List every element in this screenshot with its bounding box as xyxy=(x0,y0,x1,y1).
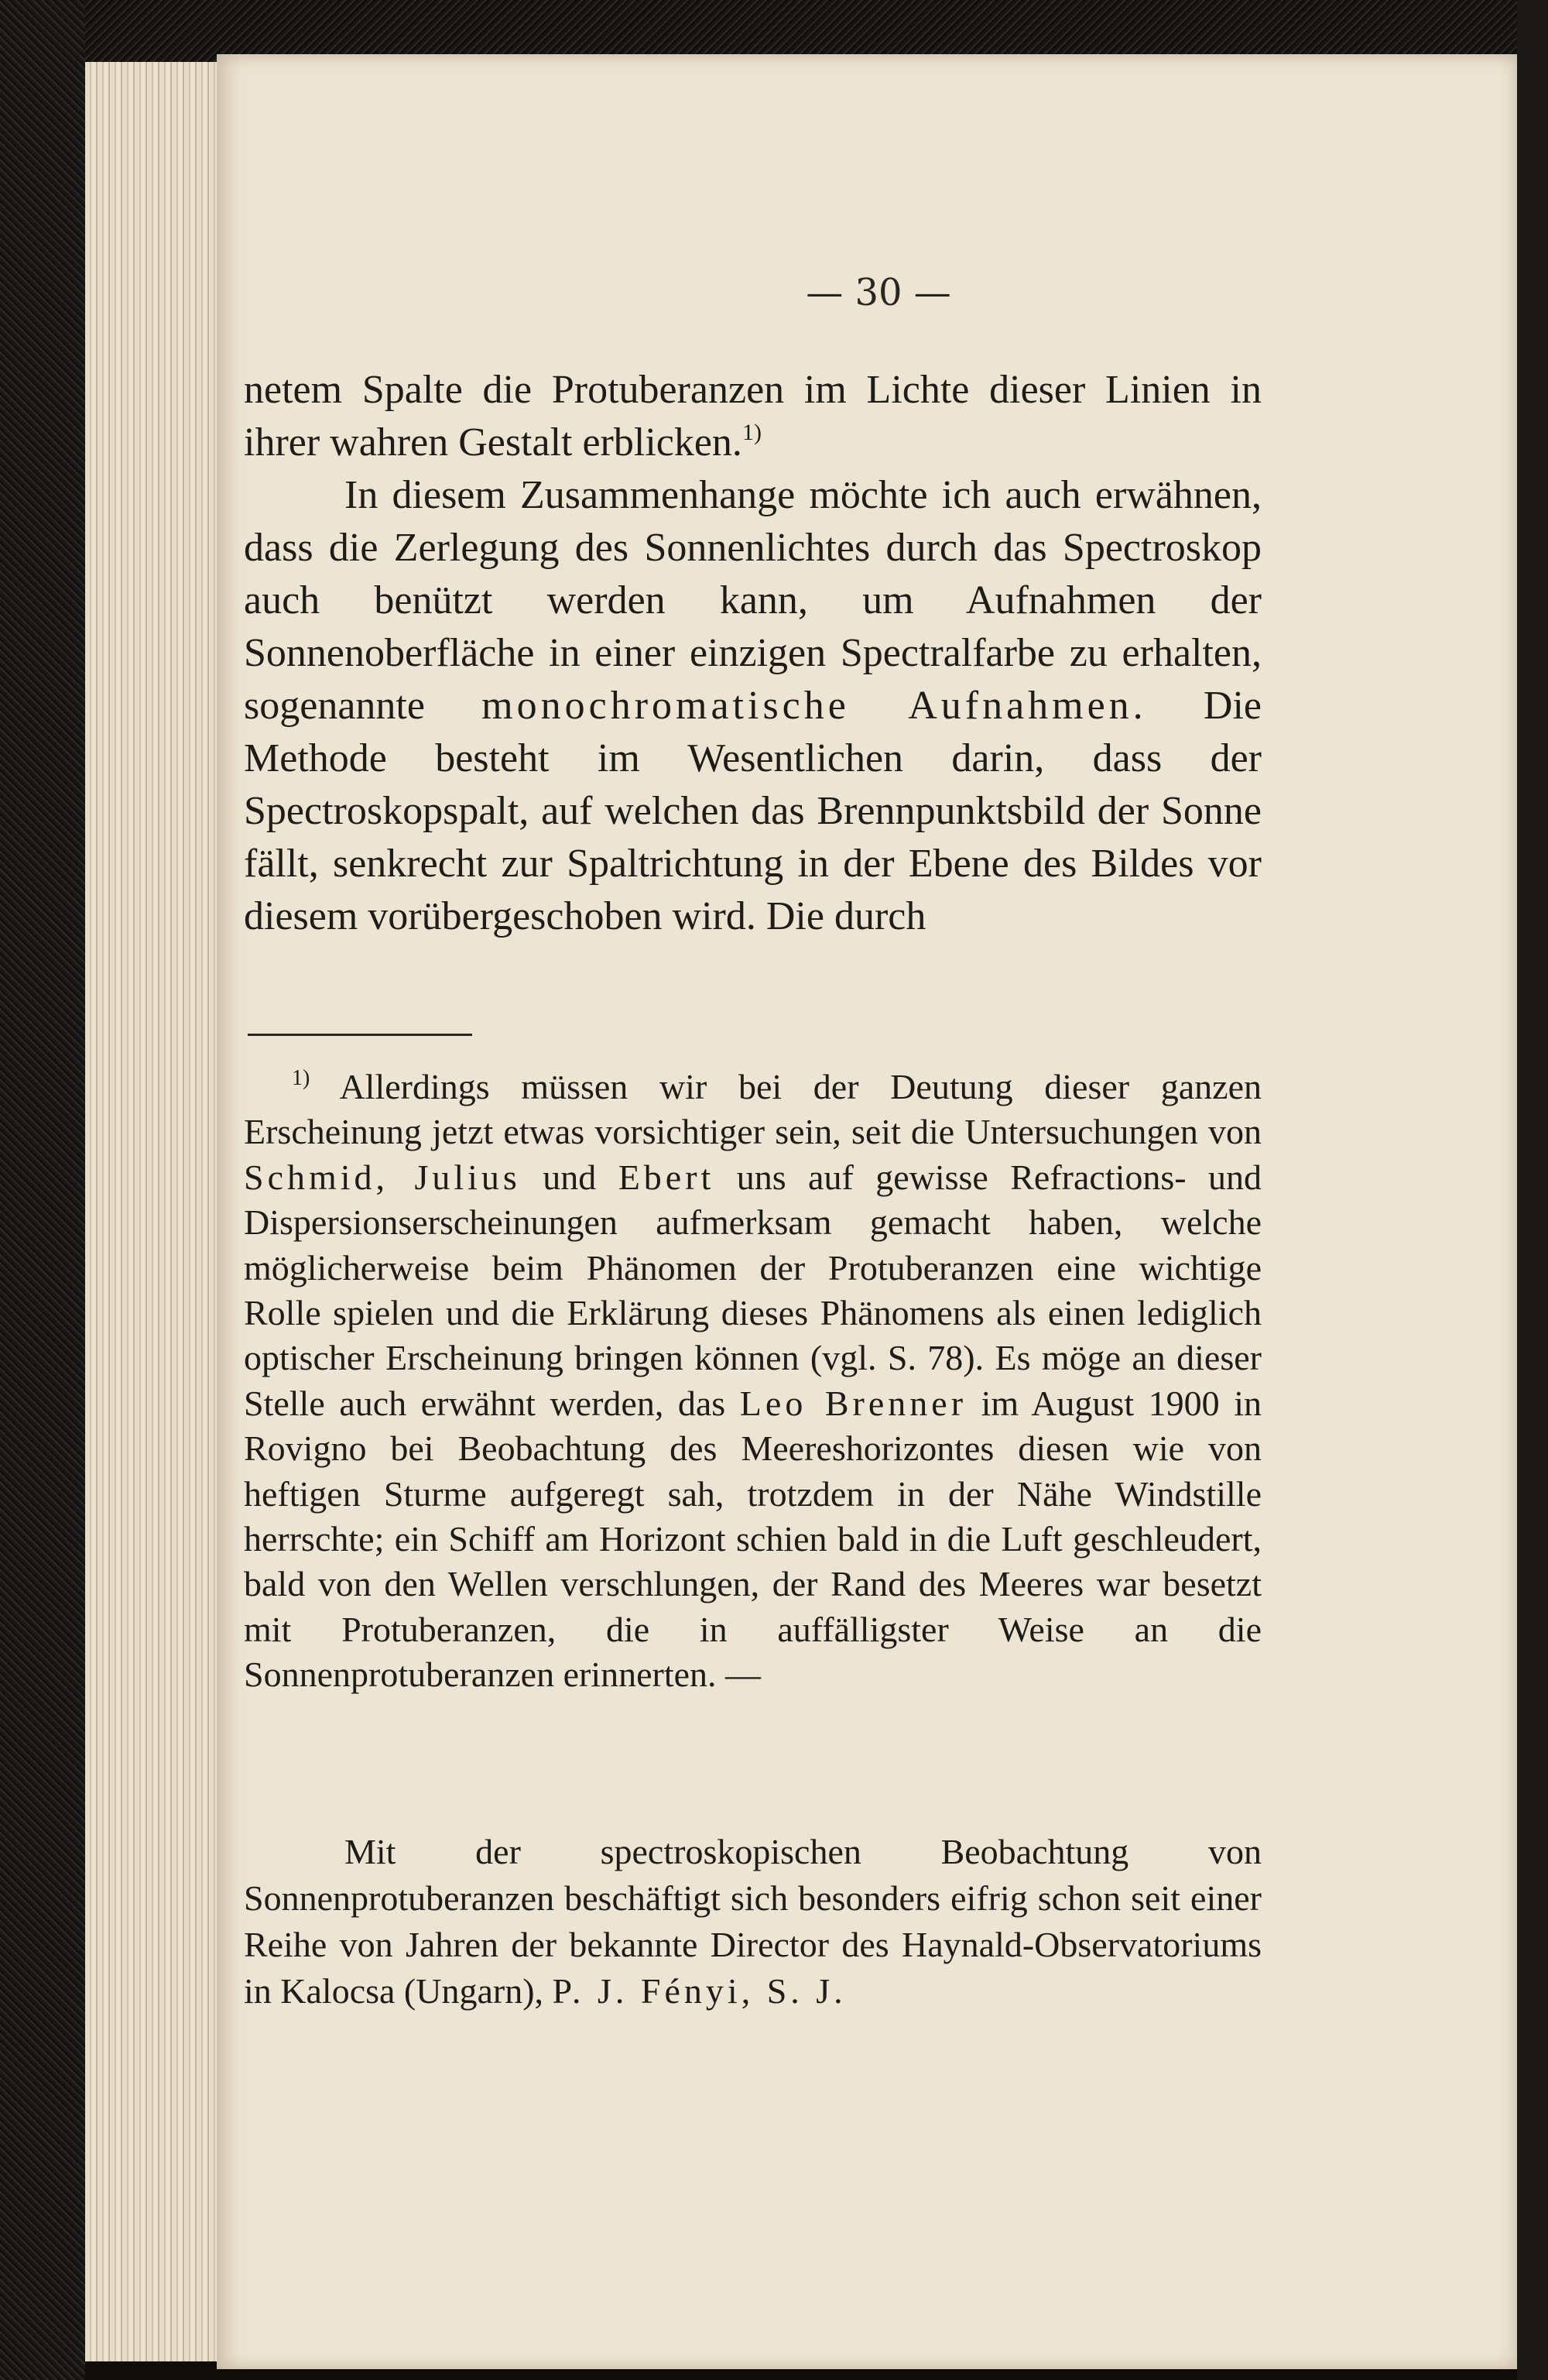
footnote xyxy=(244,1065,1262,1698)
paragraph-3 xyxy=(244,1829,1262,2015)
footnote-text-4: im August 1900 in Rovigno bei Beobachtung des Meereshorizontes diesen wie von heftigen Sturme aufgeregt sah, trotzdem in der Nähe Windstille herrschte; ein Schiff am Horizont schien bald in die Luft geschleudert, bald von den Wellen verschlungen, der Rand des Meeres war besetzt mit Protuberanzen, die in auffälligster Weise an die Sonnenprotuberanzen erinnerten. — xyxy=(244,1383,1262,1695)
emphasized-term: monochromatische Aufnahmen. xyxy=(481,684,1147,728)
main-text xyxy=(244,364,1262,943)
footnote-name-2: Ebert xyxy=(618,1157,715,1197)
paragraph-3-text: Mit der spectroskopischen Beobachtung von Sonnenprotuberanzen beschäftigt sich besonders eifrig schon seit einer Reihe von Jahren der bekannte Director des Haynald-Observatoriums in Kalocsa (Ungarn), xyxy=(244,1832,1262,2011)
paragraph-2-text-a: In diesem Zusammenhange möchte ich auch erwähnen, dass die Zerlegung des Sonnenlichtes durch das Spectroskop auch benützt werden kann, um Aufnahmen der Sonnenoberfläche in einer einzigen Spectralfarbe zu erhalten, sogenannte xyxy=(244,473,1262,728)
book-right-edge xyxy=(1517,0,1548,2380)
footnote-reference: 1) xyxy=(741,420,762,445)
continuation-text xyxy=(244,1829,1262,2015)
paragraph-2 xyxy=(244,469,1262,943)
footnote-text-1: Allerdings müssen wir bei der Deutung dieser ganzen Erscheinung jetzt etwas vorsichtiger sein, seit die Untersuchungen von xyxy=(244,1067,1262,1152)
footnote-text-3: uns auf gewisse Refractions- und Dispersionserscheinungen aufmerksam gemacht haben, welche möglicherweise beim Phänomen der Protuberanzen eine wichtige Rolle spielen und die Erklärung dieses Phänomens als einen lediglich optischer Erscheinung bringen können (vgl. S. 78). Es möge an dieser Stelle auch erwähnt werden, das xyxy=(244,1157,1262,1423)
book-binding xyxy=(0,0,85,2380)
footnote-paragraph xyxy=(244,1065,1262,1698)
paragraph-1-text: netem Spalte die Protuberanzen im Lichte dieser Linien in ihrer wahren Gestalt erblicken. xyxy=(244,368,1262,465)
footnote-name-1: Schmid, Julius xyxy=(244,1157,521,1197)
page-stack-edges xyxy=(85,62,217,2361)
footnote-text-2: und xyxy=(543,1157,597,1197)
book-top-edge xyxy=(0,0,1548,62)
footnote-name-3: Leo Brenner xyxy=(739,1383,968,1423)
paragraph-2-text-b: Die Methode besteht im Wesentlichen darin, dass der Spectroskopspalt, auf welchen das Brennpunktsbild der Sonne fällt, senkrecht zur Spaltrichtung in der Ebene des Bildes vor diesem vorübergeschoben wird. Die durch xyxy=(244,684,1262,938)
footnote-marker: 1) xyxy=(292,1066,310,1090)
footnote-rule xyxy=(248,1034,472,1036)
page-number: — 30 — xyxy=(806,271,951,314)
paragraph-1 xyxy=(244,364,1262,469)
paragraph-3-name: P. J. Fényi, S. J. xyxy=(552,1971,847,2011)
